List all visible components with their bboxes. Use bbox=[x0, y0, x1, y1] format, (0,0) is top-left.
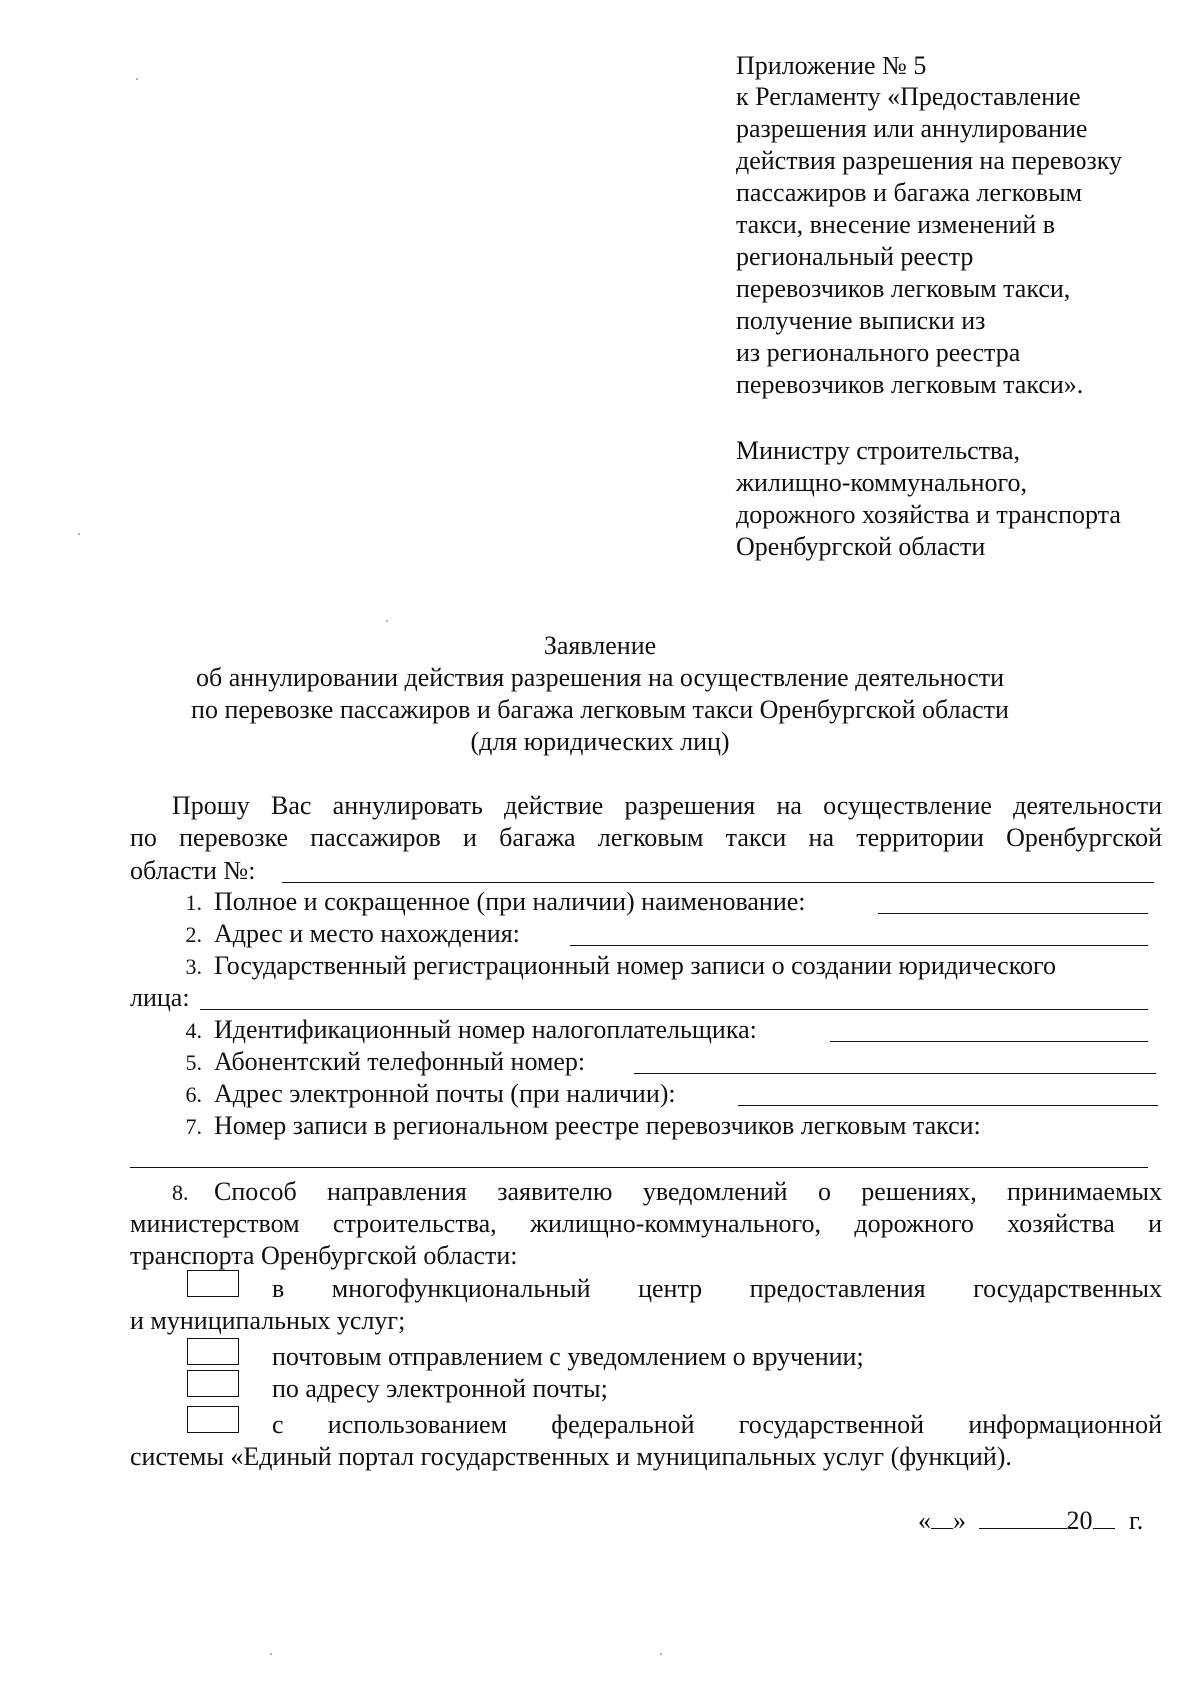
item-label: Абонентский телефонный номер: bbox=[214, 1047, 586, 1076]
date-day-field[interactable] bbox=[931, 1508, 953, 1529]
intro-line: Прошу Вас аннулировать действие разрешения на осуществление деятельности bbox=[172, 791, 1162, 820]
intro-line: по перевозке пассажиров и багажа легковым такси на территории Оренбургской bbox=[130, 823, 1162, 852]
item-email bbox=[172, 1078, 676, 1111]
inn-field[interactable] bbox=[830, 1041, 1148, 1042]
item-number: 8. bbox=[172, 1180, 189, 1205]
permit-number-field[interactable] bbox=[282, 882, 1154, 883]
full-name-field[interactable] bbox=[878, 913, 1148, 914]
addressee-line: Оренбургской области bbox=[736, 532, 986, 561]
addressee-line: Министру строительства, bbox=[736, 436, 1020, 465]
phone-field[interactable] bbox=[634, 1073, 1156, 1074]
date-suffix: г. bbox=[1129, 1506, 1144, 1535]
item-notification-line: транспорта Оренбургской области: bbox=[130, 1241, 518, 1270]
option-mfc-label: в многофункциональный центр предоставления государственных bbox=[272, 1274, 1162, 1303]
date-close-quote: » bbox=[953, 1506, 966, 1535]
date-year-prefix: 20 bbox=[1066, 1506, 1093, 1535]
scan-speck bbox=[660, 1653, 662, 1655]
option-portal-checkbox[interactable] bbox=[187, 1406, 239, 1433]
item-number: 4. bbox=[185, 1018, 202, 1043]
item-ogrn-cont: лица: bbox=[130, 983, 190, 1012]
option-post-label: почтовым отправлением с уведомлением о вручении; bbox=[272, 1342, 864, 1371]
item-phone bbox=[172, 1046, 585, 1079]
scan-speck bbox=[270, 1653, 272, 1655]
email-field[interactable] bbox=[738, 1105, 1158, 1106]
appendix-line: получение выписки из bbox=[736, 306, 986, 335]
appendix-line: действия разрешения на перевозку bbox=[736, 146, 1123, 175]
item-ogrn bbox=[172, 950, 1162, 983]
title-line: по перевозке пассажиров и багажа легковым такси Оренбургской области bbox=[191, 695, 1009, 724]
item-label: Полное и сокращенное (при наличии) наименование: bbox=[214, 887, 806, 916]
appendix-line: перевозчиков легковым такси». bbox=[736, 370, 1084, 399]
appendix-line: из регионального реестра bbox=[736, 338, 1021, 367]
option-mfc-label-cont: и муниципальных услуг; bbox=[130, 1306, 406, 1335]
item-notification-line: министерством строительства, жилищно-коммунального, дорожного хозяйства и bbox=[130, 1209, 1162, 1238]
option-mfc-checkbox[interactable] bbox=[187, 1270, 239, 1297]
option-portal-label: с использованием федеральной государственной информационной bbox=[272, 1410, 1162, 1439]
item-registry-number bbox=[172, 1110, 981, 1143]
item-number: 7. bbox=[185, 1114, 202, 1139]
scan-speck bbox=[78, 533, 80, 535]
item-number: 3. bbox=[185, 954, 202, 979]
option-email-label: по адресу электронной почты; bbox=[272, 1374, 608, 1403]
title-line: об аннулировании действия разрешения на осуществление деятельности bbox=[195, 663, 1005, 692]
appendix-line: пассажиров и багажа легковым bbox=[736, 178, 1083, 207]
item-inn bbox=[172, 1014, 757, 1047]
item-label: Номер записи в региональном реестре перевозчиков легковым такси: bbox=[214, 1111, 981, 1140]
item-full-name bbox=[172, 886, 806, 919]
option-portal-label-cont: системы «Единый портал государственных и муниципальных услуг (функций). bbox=[130, 1442, 1012, 1471]
date-open-quote: « bbox=[918, 1506, 931, 1535]
item-label: Государственный регистрационный номер записи о создании юридического bbox=[214, 951, 1057, 980]
addressee-line: дорожного хозяйства и транспорта bbox=[736, 500, 1121, 529]
intro-line: области №: bbox=[130, 856, 256, 885]
item-number: 6. bbox=[185, 1082, 202, 1107]
scan-speck bbox=[136, 78, 138, 80]
date-year-field[interactable] bbox=[1093, 1508, 1115, 1529]
date-month-field[interactable] bbox=[979, 1508, 1067, 1529]
title-line: (для юридических лиц) bbox=[470, 727, 730, 756]
appendix-line: перевозчиков легковым такси, bbox=[736, 274, 1071, 303]
item-label: Адрес электронной почты (при наличии): bbox=[214, 1079, 676, 1108]
option-email-checkbox[interactable] bbox=[187, 1370, 239, 1397]
item-notification-method bbox=[172, 1176, 1162, 1209]
ogrn-field[interactable] bbox=[200, 1009, 1148, 1010]
item-number: 5. bbox=[185, 1050, 202, 1075]
item-label: Адрес и место нахождения: bbox=[214, 919, 520, 948]
address-field[interactable] bbox=[570, 945, 1148, 946]
scan-speck bbox=[386, 620, 388, 622]
appendix-line: региональный реестр bbox=[736, 242, 974, 271]
title-heading: Заявление bbox=[543, 631, 657, 660]
addressee-line: жилищно-коммунального, bbox=[736, 468, 1028, 497]
item-label: Способ направления заявителю уведомлений о решениях, принимаемых bbox=[214, 1177, 1162, 1206]
item-label: Идентификационный номер налогоплательщика: bbox=[214, 1015, 757, 1044]
item-number: 2. bbox=[185, 922, 202, 947]
item-address bbox=[172, 918, 520, 951]
item-number: 1. bbox=[185, 890, 202, 915]
appendix-line: разрешения или аннулирование bbox=[736, 114, 1088, 143]
appendix-line: Приложение № 5 bbox=[736, 51, 927, 80]
registry-number-field[interactable] bbox=[130, 1167, 1148, 1168]
option-post-checkbox[interactable] bbox=[187, 1338, 239, 1365]
appendix-line: такси, внесение изменений в bbox=[736, 210, 1056, 239]
date-line bbox=[918, 1505, 1143, 1537]
appendix-line: к Регламенту «Предоставление bbox=[736, 82, 1081, 111]
